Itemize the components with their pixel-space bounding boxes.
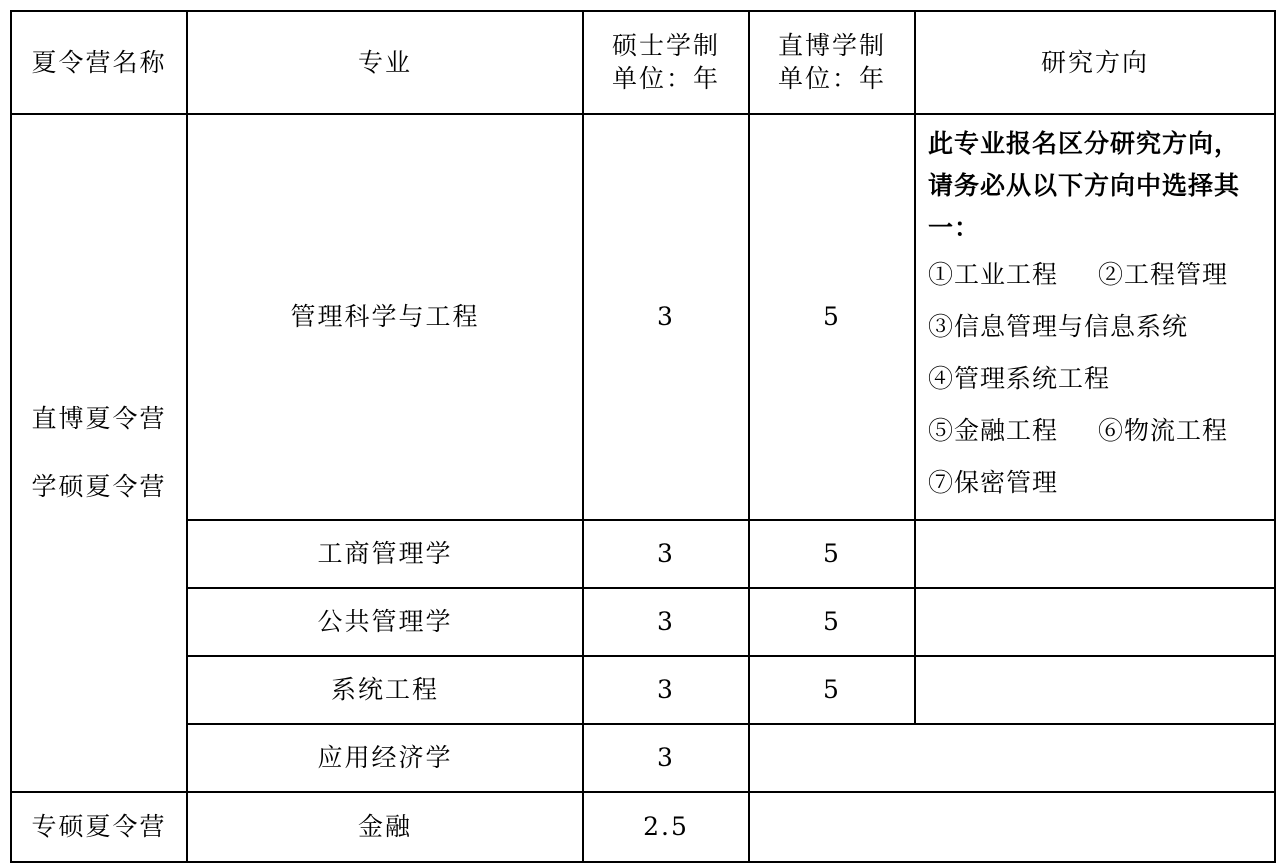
direction-line — [928, 353, 1264, 405]
direction-line — [928, 301, 1264, 353]
camp-name: 学硕夏令营 — [31, 472, 167, 501]
major-cell: 系统工程 — [187, 656, 583, 724]
direction-option: ①工业工程 — [928, 260, 1059, 289]
direction-line — [928, 457, 1264, 509]
program-table — [10, 10, 1276, 863]
table-row — [11, 588, 1275, 656]
table-row — [11, 724, 1275, 792]
direction-note: 此专业报名区分研究方向，请务必从以下方向中选择其一： — [928, 129, 1241, 242]
camp-name-cell: 专硕夏令营 — [11, 792, 187, 862]
phd-years-cell: 5 — [749, 520, 915, 588]
master-years-cell: 3 — [583, 656, 749, 724]
major-cell: 工商管理学 — [187, 520, 583, 588]
phd-years-cell: 5 — [749, 114, 915, 520]
research-direction-cell — [915, 114, 1275, 520]
master-years-cell: 3 — [583, 520, 749, 588]
major-cell: 应用经济学 — [187, 724, 583, 792]
master-years-cell: 3 — [583, 588, 749, 656]
header-direct-phd-duration-unit: 单位：年 — [777, 63, 886, 93]
master-years-cell: 3 — [583, 724, 749, 792]
direction-option: ⑦保密管理 — [928, 468, 1059, 497]
direction-line — [928, 249, 1264, 301]
header-master-duration-unit: 单位：年 — [611, 63, 720, 93]
master-years-cell: 3 — [583, 114, 749, 520]
header-research-direction: 研究方向 — [915, 11, 1275, 114]
phd-years-cell: 5 — [749, 656, 915, 724]
direction-option: ②工程管理 — [1098, 260, 1229, 289]
major-cell: 管理科学与工程 — [187, 114, 583, 520]
direction-option: ④管理系统工程 — [928, 364, 1111, 393]
direction-option: ⑤金融工程 — [928, 416, 1059, 445]
header-master-duration-title: 硕士学制 — [611, 31, 720, 60]
header-camp-name: 夏令营名称 — [11, 11, 187, 114]
research-direction-cell — [915, 520, 1275, 588]
header-row — [11, 11, 1275, 114]
header-major: 专业 — [187, 11, 583, 114]
table-row — [11, 520, 1275, 588]
header-master-duration — [583, 11, 749, 114]
research-direction-cell — [915, 588, 1275, 656]
major-cell: 金融 — [187, 792, 583, 862]
header-direct-phd-duration — [749, 11, 915, 114]
table-row — [11, 656, 1275, 724]
camp-name: 直博夏令营 — [31, 404, 167, 433]
direction-option: ③信息管理与信息系统 — [928, 312, 1189, 341]
direction-option: ⑥物流工程 — [1098, 416, 1229, 445]
table-row — [11, 792, 1275, 862]
major-cell: 公共管理学 — [187, 588, 583, 656]
phd-years-cell: 5 — [749, 588, 915, 656]
empty-merged-cell — [749, 724, 1275, 792]
master-years-cell: 2.5 — [583, 792, 749, 862]
research-direction-cell — [915, 656, 1275, 724]
empty-merged-cell — [749, 792, 1275, 862]
table-row — [11, 114, 1275, 520]
camp-name-cell — [11, 114, 187, 792]
direction-line — [928, 405, 1264, 457]
header-direct-phd-duration-title: 直博学制 — [777, 31, 886, 60]
